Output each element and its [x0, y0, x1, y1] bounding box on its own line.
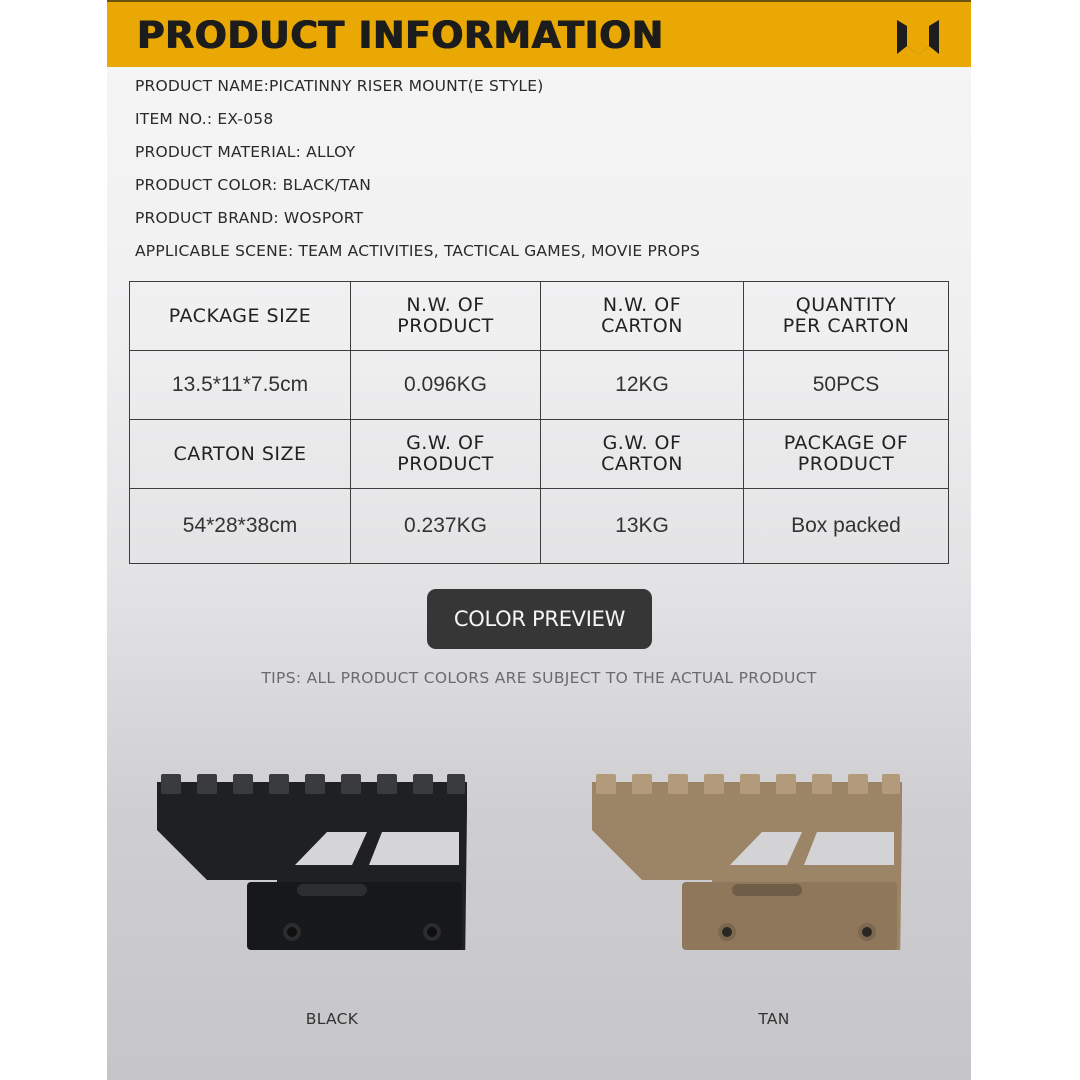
table-row: [130, 489, 949, 564]
header-nw-product: N.W. OF PRODUCT: [351, 282, 541, 351]
color-preview-label: COLOR PREVIEW: [427, 589, 652, 649]
spec-table: [129, 281, 949, 564]
item-number: ITEM NO.: EX-058: [135, 110, 274, 128]
variant-label-tan: TAN: [758, 1010, 790, 1028]
page-title: PRODUCT INFORMATION: [137, 14, 664, 57]
table-row: [130, 351, 949, 420]
header-banner: [107, 0, 971, 67]
table-header-row: [130, 420, 949, 489]
value-nw-product: 0.096KG: [351, 351, 541, 420]
header-gw-carton: G.W. OF CARTON: [541, 420, 744, 489]
value-gw-carton: 13KG: [541, 489, 744, 564]
value-nw-carton: 12KG: [541, 351, 744, 420]
brand-w-logo-icon: [895, 16, 941, 56]
color-tips: TIPS: ALL PRODUCT COLORS ARE SUBJECT TO THE ACTUAL PRODUCT: [261, 669, 817, 687]
value-gw-product: 0.237KG: [351, 489, 541, 564]
tan-riser-mount-image: [582, 770, 902, 950]
value-carton-size: 54*28*38cm: [130, 489, 351, 564]
value-quantity-per-carton: 50PCS: [744, 351, 949, 420]
product-info-panel: [107, 0, 971, 1080]
header-gw-product: G.W. OF PRODUCT: [351, 420, 541, 489]
value-package-size: 13.5*11*7.5cm: [130, 351, 351, 420]
value-package-of-product: Box packed: [744, 489, 949, 564]
product-name: PRODUCT NAME:PICATINNY RISER MOUNT(E STYLE): [135, 77, 544, 95]
header-quantity-per-carton: QUANTITY PER CARTON: [744, 282, 949, 351]
header-package-size: PACKAGE SIZE: [130, 282, 351, 351]
variant-label-black: BLACK: [305, 1010, 359, 1028]
header-carton-size: CARTON SIZE: [130, 420, 351, 489]
black-riser-mount-image: [147, 770, 467, 950]
header-nw-carton: N.W. OF CARTON: [541, 282, 744, 351]
product-info-list: [135, 76, 700, 274]
product-material: PRODUCT MATERIAL: ALLOY: [135, 143, 356, 161]
table-header-row: [130, 282, 949, 351]
applicable-scene: APPLICABLE SCENE: TEAM ACTIVITIES, TACTICAL GAMES, MOVIE PROPS: [135, 242, 700, 260]
product-brand: PRODUCT BRAND: WOSPORT: [135, 209, 364, 227]
product-color: PRODUCT COLOR: BLACK/TAN: [135, 176, 371, 194]
header-package-of-product: PACKAGE OF PRODUCT: [744, 420, 949, 489]
